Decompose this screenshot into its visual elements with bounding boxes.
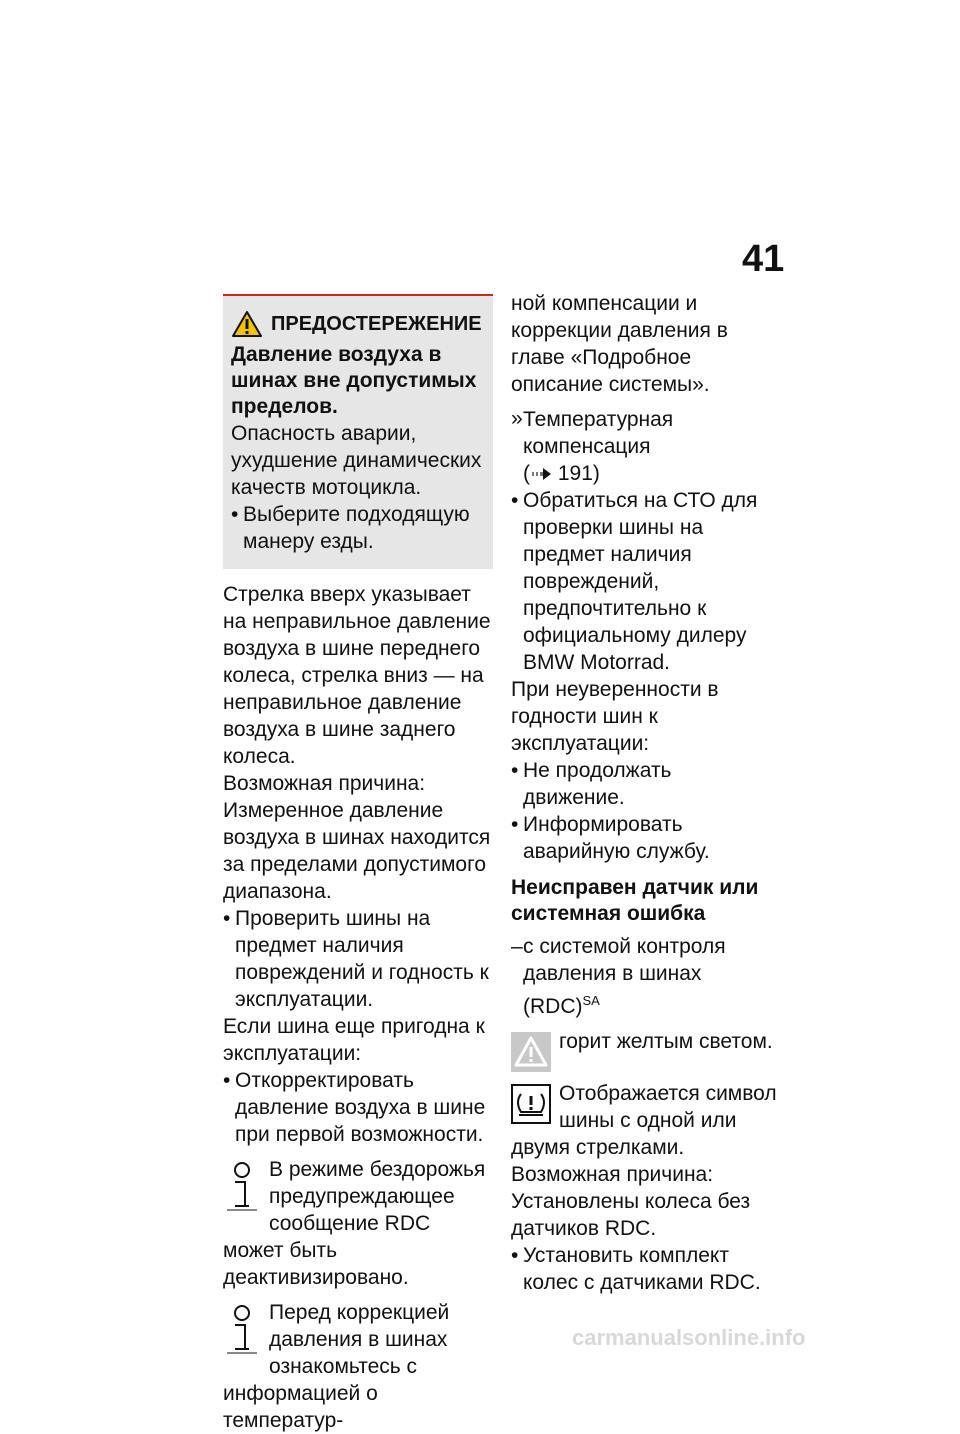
sa-mark: SA [582,993,600,1008]
warning-header [231,310,483,338]
warning-title: Давление воздуха в шинах вне допустимых пределов. [231,343,477,418]
warning-lamp-text: горит желтым светом. [559,1030,773,1053]
right-column [511,290,779,1296]
info-note-temperature-text: Перед коррекцией давления в шинах ознакомьтесь с информацией о температур- [223,1301,450,1432]
warning-triangle-icon [231,310,263,338]
cause-text-right: Установлены колеса без датчиков RDC. [511,1190,751,1240]
stop-driving-bullet: • Не продолжать движение. [511,757,779,811]
warning-box [223,294,493,569]
cause-label-right: Возможная причина: [511,1163,714,1186]
warning-label: ПРЕДОСТЕРЕЖЕНИЕ [271,312,482,335]
cross-reference-text: Температурная компенсация [523,408,674,458]
rdc-condition [511,933,779,1020]
cross-reference[interactable]: » Температурная компенсация ( 191) [511,406,779,487]
inform-service-bullet: • Информировать аварийную службу. [511,811,779,865]
cause-label: Возможная причина: [223,772,426,795]
info-note-temperature [223,1299,493,1434]
if-usable-text: Если шина еще пригодна к эксплуатации: [223,1015,485,1065]
rdc-condition-text: с системой контроля давления в шинах (RDC) [523,935,726,1018]
check-tires-bullet: • Проверить шины на предмет наличия повреждений и годность к эксплуатации. [223,905,493,1013]
continued-text: ной компенсации и коррекции давления в главе «Подробное описание системы». [511,292,728,396]
cause-text: Измеренное давление воздуха в шинах находится за пределами допустимого диапазона. [223,799,491,903]
warning-lamp-row [511,1028,779,1072]
warning-body: Опасность аварии, ухудшение динамических качеств мотоцикла. [231,422,482,499]
section-heading: Неисправен датчик или системная ошибка [511,876,759,925]
cross-reference-page: 191) [557,462,600,485]
arrow-explanation: Стрелка вверх указывает на неправильное давление воздуха в шине переднего колеса, стрелка вниз — на неправильное давление воздуха в шине заднего колеса. [223,583,491,768]
tire-symbol-text: Отображается символ шины с одной или двумя стрелками. [511,1082,777,1159]
correct-pressure-bullet: • Откорректировать давление воздуха в шине при первой возможности. [223,1067,493,1148]
tire-symbol-row [511,1080,779,1161]
arrow-right-icon [530,467,552,481]
install-wheels-bullet: • Установить комплект колес с датчиками RDC. [511,1242,779,1296]
watermark: carmanualsonline.info [572,1325,806,1350]
service-bullet: • Обратиться на СТО для проверки шины на предмет наличия повреждений, предпочтительно к официальному дилеру BMW Motorrad. [511,487,779,676]
page-number: 41 [742,238,785,280]
info-icon [223,1303,261,1355]
info-note-offroad-text: В режиме бездорожья предупреждающее сообщение RDC может быть деактивизировано. [223,1158,486,1289]
general-warning-lamp-icon [511,1032,551,1072]
doubt-text: При неуверенности в годности шин к эксплуатации: [511,678,719,755]
info-note-offroad [223,1156,493,1291]
warning-bullet: • Выберите подходящую манеру езды. [231,501,483,555]
tire-pressure-icon [511,1084,551,1124]
info-icon [223,1160,261,1212]
left-column [223,294,493,1434]
